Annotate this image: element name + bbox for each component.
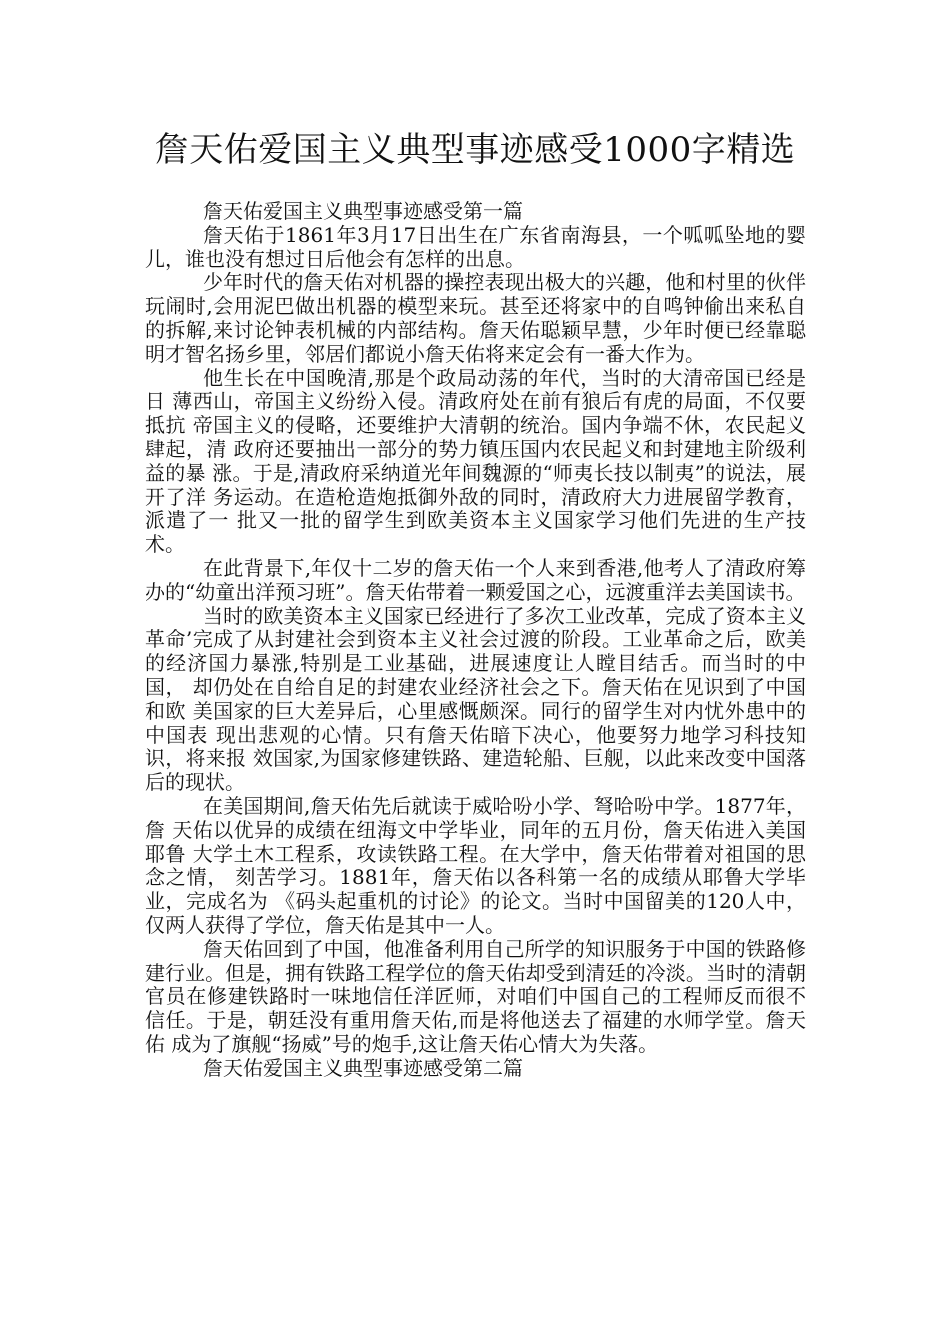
paragraph: 他生长在中国晚清,那是个政局动荡的年代，当时的大清帝国已经是日 薄西山，帝国主义纷纷入侵。清政府处在前有狼后有虎的局面，不仅要抵抗 帝国主义的侵略，还要维护大清朝的统治。国内争端不休，农民起义肆起，清 政府还要抽出一部分的势力镇压国内农民起义和封建地主阶级利益的暴 涨。于是,清政府采纳道光年间魏源的“师夷长技以制夷”的说法，展开了洋 务运动。在造枪造炮抵御外敌的同时，清政府大力进展留学教育，派遣了一 批又一批的留学生到欧美资本主义国家学习他们先进的生产技术。	[145, 365, 806, 557]
paragraph: 詹天佑回到了中国，他准备利用自己所学的知识服务于中国的铁路修 建行业。但是，拥有铁路工程学位的詹天佑却受到清廷的冷淡。当时的清朝 官员在修建铁路时一味地信任洋匠师，对咱们中国自己的工程师反而很不 信任。于是，朝廷没有重用詹天佑,而是将他送去了福建的水师学堂。詹天佑 成为了旗舰“扬威”号的炮手,这让詹天佑心情大为失落。	[145, 936, 806, 1056]
paragraph: 少年时代的詹天佑对机器的操控表现出极大的兴趣，他和村里的伙伴 玩闹时,会用泥巴做出机器的模型来玩。甚至还将家中的自鸣钟偷出来私自 的拆解,来讨论钟表机械的内部结构。詹天佑聪颖早慧，少年时便已经靠聪 明才智名扬乡里，邻居们都说小詹天佑将来定会有一番大作为。	[145, 270, 806, 366]
paragraph: 詹天佑于1861年3月17日出生在广东省南海县，一个呱呱坠地的婴 儿，谁也没有想过日后他会有怎样的出息。	[145, 222, 806, 271]
document-title: 詹天佑爱国主义典型事迹感受1000字精选	[154, 130, 796, 170]
paragraph: 当时的欧美资本主义国家已经进行了多次工业改革，完成了资本主义 革命’完成了从封建社会到资本主义社会过渡的阶段。工业革命之后，欧美 的经济国力暴涨,特别是工业基础，进展速度让人瞠目结舌。而当时的中国， 却仍处在自给自足的封建农业经济社会之下。詹天佑在见识到了中国和欧 美国家的巨大差异后，心里感慨颇深。同行的留学生对内忧外患中的中国表 现出悲观的心情。只有詹天佑暗下决心，他要努力地学习科技知识，将来报 效国家,为国家修建铁路、建造轮船、巨舰，以此来改变中国落后的现状。	[145, 603, 806, 795]
section-heading-2: 詹天佑爱国主义典型事迹感受第二篇	[203, 1055, 523, 1080]
paragraph: 在此背景下,年仅十二岁的詹天佑一个人来到香港,他考人了清政府筹 办的“幼童出洋预习班”。詹天佑带着一颗爱国之心，远渡重洋去美国读书。	[145, 555, 806, 604]
section-heading-1: 詹天佑爱国主义典型事迹感受第一篇	[203, 199, 523, 223]
document-body	[145, 200, 806, 1080]
paragraph: 在美国期间,詹天佑先后就读于威哈吩小学、弩哈吩中学。1877年，詹 天佑以优异的成绩在纽海文中学毕业，同年的五月份，詹天佑进入美国耶鲁 大学土木工程系，攻读铁路工程。在大学中，詹天佑带着对祖国的思念之情， 刻苦学习。1881年，詹天佑以各科第一名的成绩从耶鲁大学毕业，完成名为 《码头起重机的讨论》的论文。当时中国留美的120人中，仅两人获得了学位，詹天佑是其中一人。	[145, 793, 806, 937]
